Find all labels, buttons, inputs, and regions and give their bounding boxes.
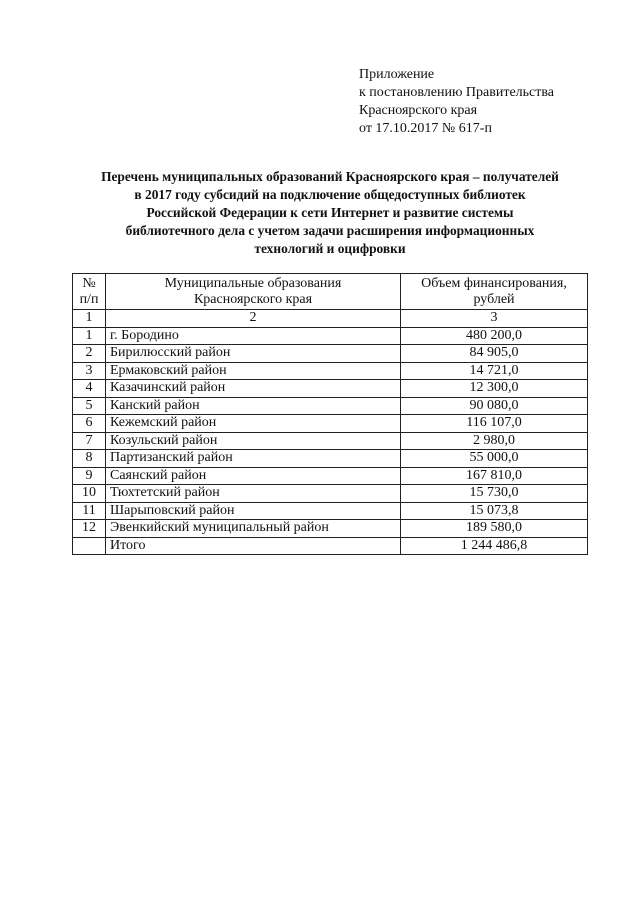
header-text: № — [82, 275, 96, 291]
row-number-cell: 6 — [73, 415, 106, 433]
row-number-cell: 10 — [73, 485, 106, 503]
table-row — [73, 520, 588, 538]
row-value-cell: 116 107,0 — [401, 415, 588, 433]
row-number-cell: 7 — [73, 432, 106, 450]
appendix-line: к постановлению Правительства — [359, 85, 555, 100]
total-row — [73, 537, 588, 555]
table-header-row — [73, 274, 588, 310]
row-number-cell: 3 — [73, 362, 106, 380]
row-value-cell: 90 080,0 — [401, 397, 588, 415]
row-number-cell: 9 — [73, 467, 106, 485]
row-name-cell: Ермаковский район — [106, 362, 401, 380]
row-name-cell: Козульский район — [106, 432, 401, 450]
row-value-cell: 167 810,0 — [401, 467, 588, 485]
table-row — [73, 432, 588, 450]
title-line: библиотечного дела с учетом задачи расширения информационных — [125, 223, 535, 238]
appendix-line: Красноярского края — [359, 103, 478, 118]
document-title — [60, 168, 600, 258]
table-row — [73, 327, 588, 345]
table-row — [73, 415, 588, 433]
header-cell-funding — [401, 274, 588, 310]
row-name-cell: Партизанский район — [106, 450, 401, 468]
table-row — [73, 467, 588, 485]
row-name-cell: Итого — [106, 537, 401, 555]
column-number-cell: 2 — [106, 310, 401, 328]
row-value-cell: 15 073,8 — [401, 502, 588, 520]
header-cell-number — [73, 274, 106, 310]
row-name-cell: г. Бородино — [106, 327, 401, 345]
row-number-cell: 1 — [73, 327, 106, 345]
row-name-cell: Канский район — [106, 397, 401, 415]
row-value-cell: 15 730,0 — [401, 485, 588, 503]
row-value-cell: 1 244 486,8 — [401, 537, 588, 555]
row-name-cell: Тюхтетский район — [106, 485, 401, 503]
row-number-cell: 8 — [73, 450, 106, 468]
title-line: Перечень муниципальных образований Красноярского края – получателей — [101, 169, 559, 184]
header-cell-municipality — [106, 274, 401, 310]
title-line: технологий и оцифровки — [254, 241, 406, 256]
row-name-cell: Бирилюсский район — [106, 345, 401, 363]
appendix-line: от 17.10.2017 № 617-п — [359, 121, 492, 136]
appendix-block — [359, 66, 554, 138]
table-row — [73, 380, 588, 398]
row-number-cell — [73, 537, 106, 555]
column-number-cell: 3 — [401, 310, 588, 328]
column-number-row — [73, 310, 588, 328]
header-text: Объем финансирования, — [421, 275, 567, 291]
row-name-cell: Шарыповский район — [106, 502, 401, 520]
header-text: Красноярского края — [193, 291, 313, 307]
row-value-cell: 84 905,0 — [401, 345, 588, 363]
table-row — [73, 362, 588, 380]
row-value-cell: 14 721,0 — [401, 362, 588, 380]
table-row — [73, 485, 588, 503]
header-text: п/п — [79, 291, 99, 307]
row-number-cell: 11 — [73, 502, 106, 520]
header-text: рублей — [473, 291, 515, 307]
row-value-cell: 55 000,0 — [401, 450, 588, 468]
row-name-cell: Казачинский район — [106, 380, 401, 398]
table-row — [73, 502, 588, 520]
row-name-cell: Эвенкийский муниципальный район — [106, 520, 401, 538]
row-number-cell: 4 — [73, 380, 106, 398]
appendix-line: Приложение — [359, 67, 435, 82]
title-line: Российской Федерации к сети Интернет и развитие системы — [146, 205, 514, 220]
row-value-cell: 12 300,0 — [401, 380, 588, 398]
row-value-cell: 480 200,0 — [401, 327, 588, 345]
row-name-cell: Кежемский район — [106, 415, 401, 433]
row-number-cell: 2 — [73, 345, 106, 363]
column-number-cell: 1 — [73, 310, 106, 328]
header-text: Муниципальные образования — [164, 275, 342, 291]
table-row — [73, 345, 588, 363]
row-value-cell: 2 980,0 — [401, 432, 588, 450]
table-row — [73, 397, 588, 415]
row-name-cell: Саянский район — [106, 467, 401, 485]
row-number-cell: 12 — [73, 520, 106, 538]
title-line: в 2017 году субсидий на подключение общедоступных библиотек — [134, 187, 526, 202]
table-row — [73, 450, 588, 468]
row-value-cell: 189 580,0 — [401, 520, 588, 538]
municipalities-table — [72, 273, 588, 555]
row-number-cell: 5 — [73, 397, 106, 415]
